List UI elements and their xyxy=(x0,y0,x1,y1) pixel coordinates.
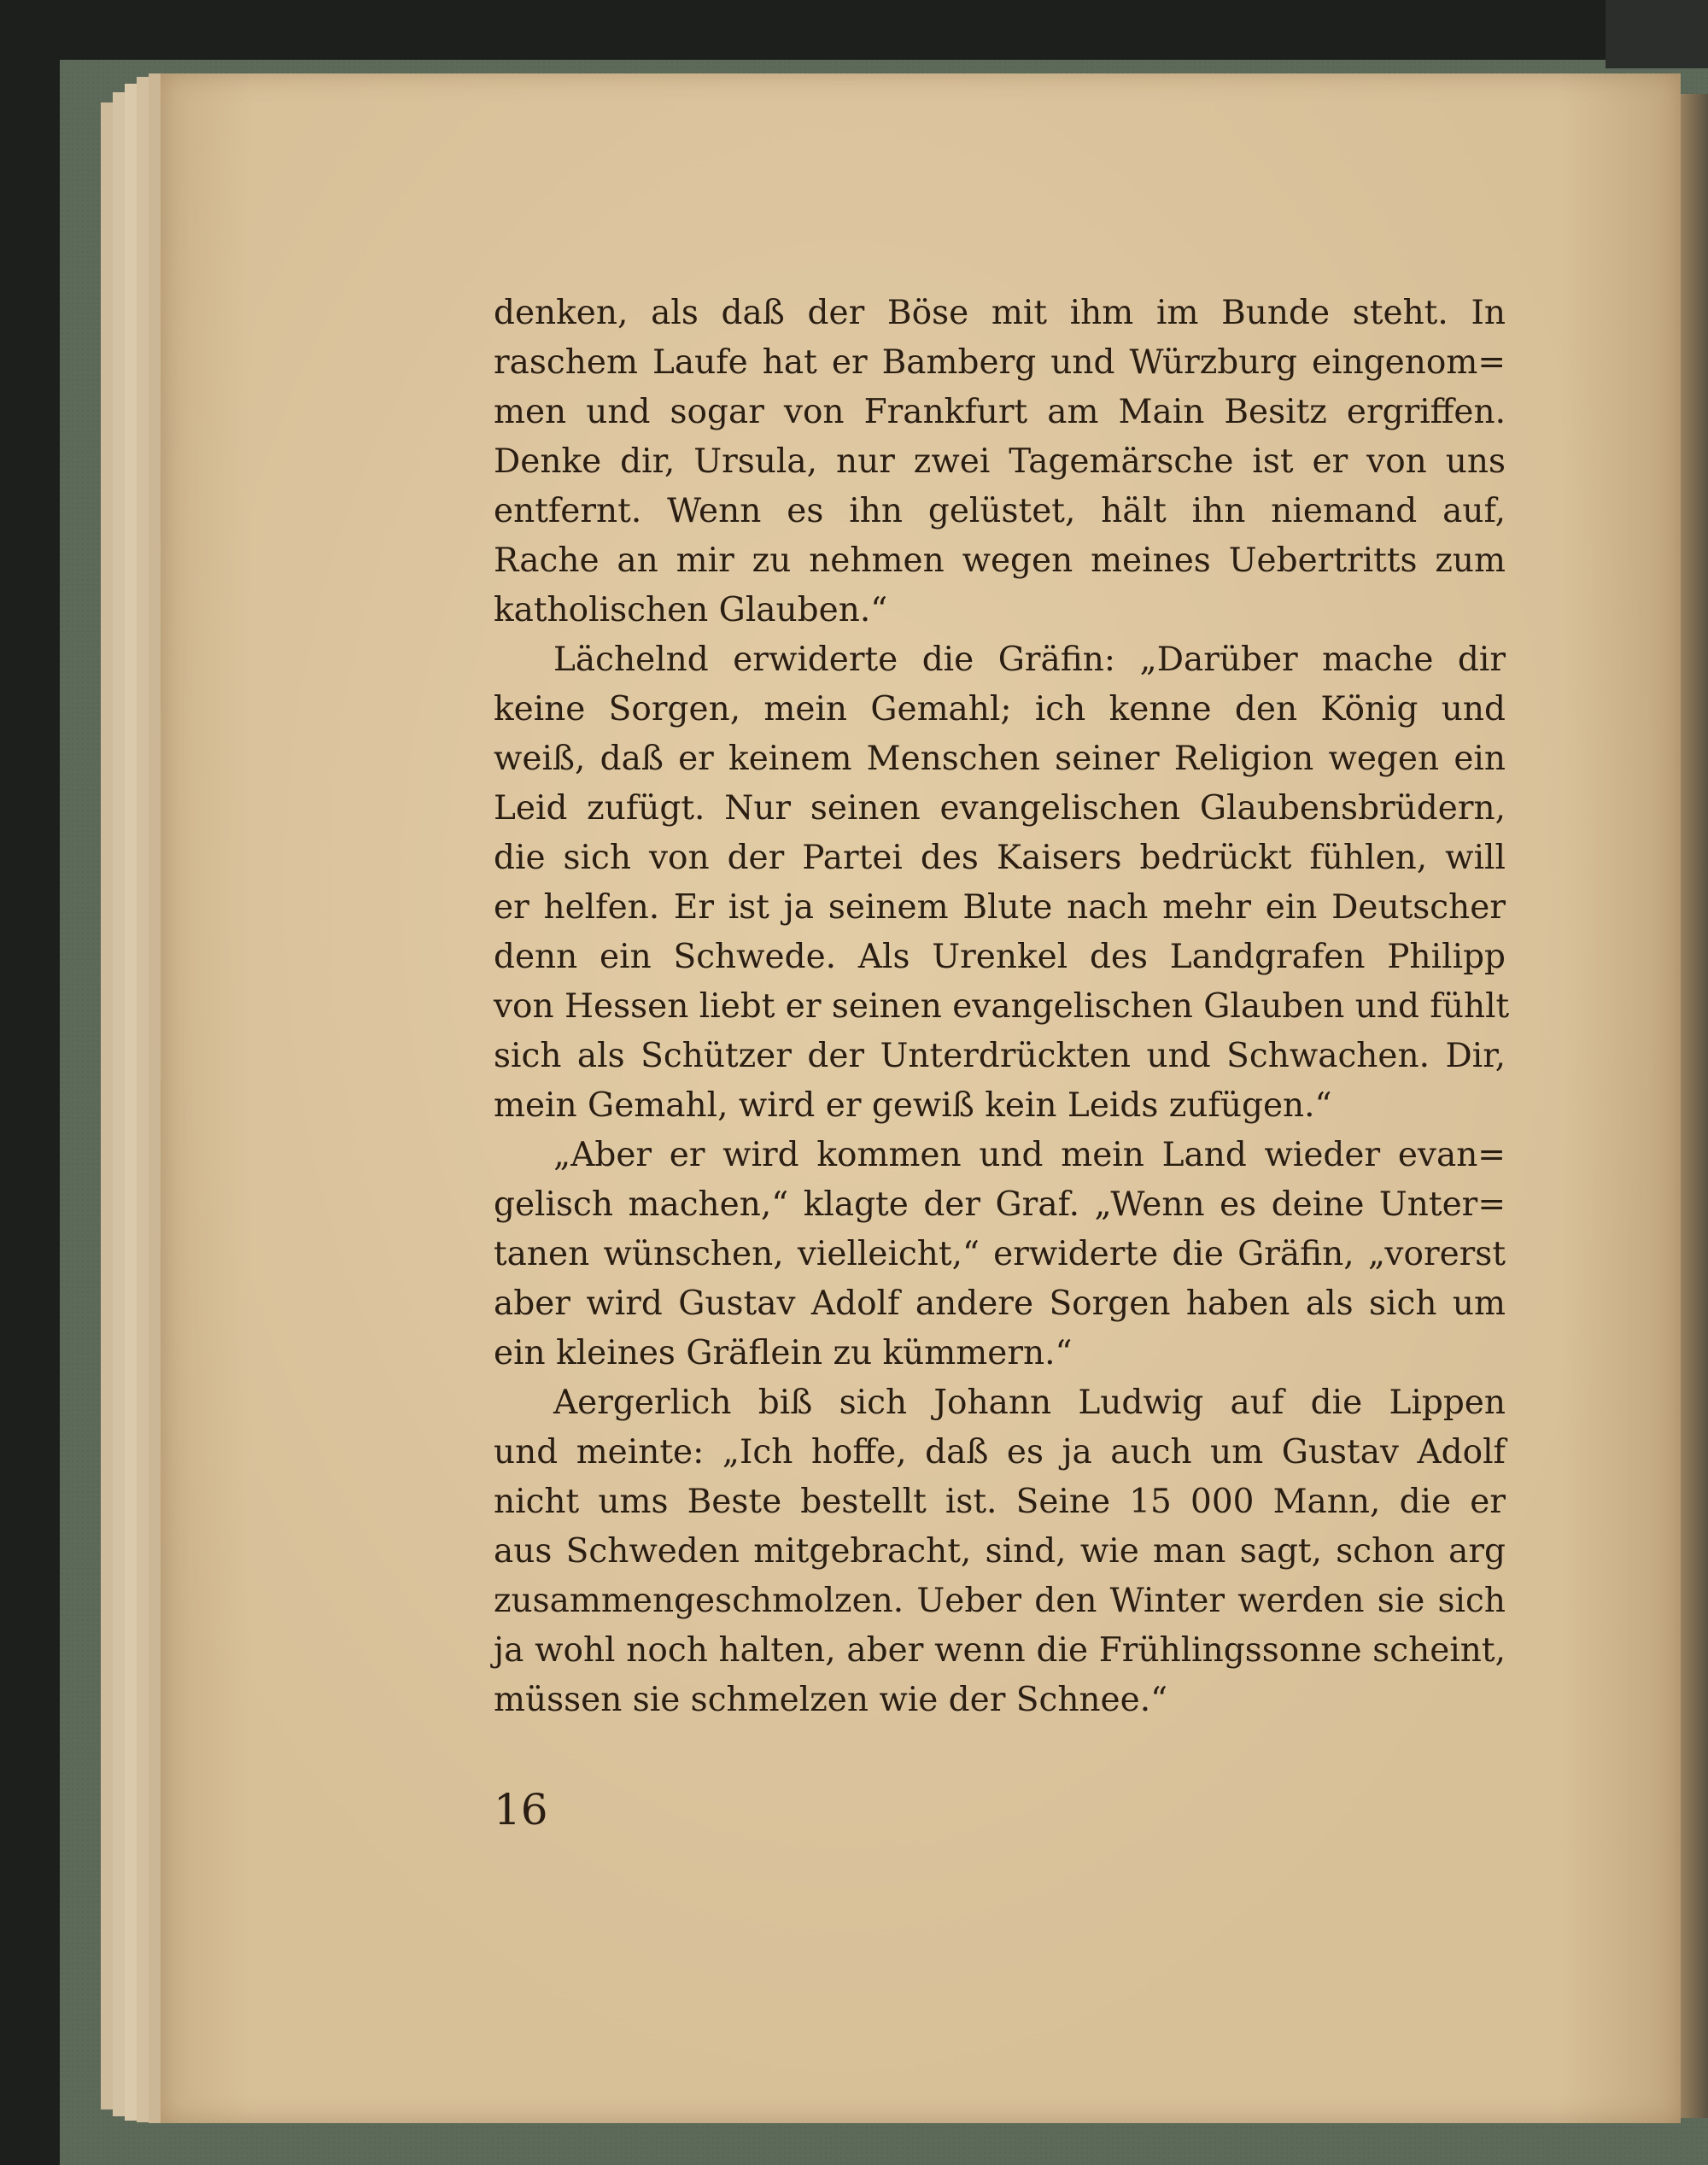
text-line: aus Schweden mitgebracht, sind, wie man sagt, schon arg xyxy=(494,1532,1506,1571)
text-line: denn ein Schwede. Als Urenkel des Landgrafen Philipp xyxy=(494,938,1506,976)
text-line: ein kleines Gräflein zu kümmern.“ xyxy=(494,1334,1073,1372)
text-line: keine Sorgen, mein Gemahl; ich kenne den König und xyxy=(494,690,1506,728)
text-line: tanen wünschen, vielleicht,“ erwiderte die Gräfin, „vorerst xyxy=(494,1235,1506,1273)
body-text xyxy=(494,289,1510,1725)
text-line: müssen sie schmelzen wie der Schnee.“ xyxy=(494,1681,1168,1719)
paragraph-4 xyxy=(494,1378,1506,1725)
text-line: mein Gemahl, wird er gewiß kein Leids zufügen.“ xyxy=(494,1086,1332,1125)
text-line: denken, als daß der Böse mit ihm im Bunde steht. In xyxy=(494,294,1506,332)
text-line: gelisch machen,“ klagte der Graf. „Wenn es deine Unter= xyxy=(494,1185,1506,1224)
text-line: die sich von der Partei des Kaisers bedrückt fühlen, will xyxy=(494,839,1506,877)
text-line: sich als Schützer der Unterdrückten und Schwachen. Dir, xyxy=(494,1037,1506,1075)
paragraph-3 xyxy=(494,1131,1506,1378)
text-line: „Aber er wird kommen und mein Land wieder evan= xyxy=(553,1136,1506,1174)
text-line: Rache an mir zu nehmen wegen meines Uebertritts zum xyxy=(494,541,1506,580)
text-line: aber wird Gustav Adolf andere Sorgen haben als sich um xyxy=(494,1284,1506,1323)
text-line: nicht ums Beste bestellt ist. Seine 15 000 Mann, die er xyxy=(494,1483,1506,1521)
text-line: Leid zufügt. Nur seinen evangelischen Glaubensbrüdern, xyxy=(494,789,1506,828)
text-line: Aergerlich biß sich Johann Ludwig auf die Lippen xyxy=(553,1384,1506,1422)
text-line: raschem Laufe hat er Bamberg und Würzburg eingenom= xyxy=(494,343,1506,382)
text-line: zusammengeschmolzen. Ueber den Winter werden sie sich xyxy=(494,1582,1506,1620)
text-line: weiß, daß er keinem Menschen seiner Religion wegen ein xyxy=(494,740,1506,778)
text-line: und meinte: „Ich hoffe, daß es ja auch um Gustav Adolf xyxy=(494,1433,1506,1472)
text-line: von Hessen liebt er seinen evangelischen Glauben und fühlt xyxy=(494,987,1510,1026)
text-line: men und sogar von Frankfurt am Main Besitz ergriffen. xyxy=(494,393,1506,431)
paragraph-1 xyxy=(494,289,1506,635)
text-line: ja wohl noch halten, aber wenn die Frühlingssonne scheint, xyxy=(494,1631,1506,1670)
background-corner xyxy=(1606,0,1708,68)
text-line: entfernt. Wenn es ihn gelüstet, hält ihn niemand auf, xyxy=(494,492,1506,530)
text-line: katholischen Glauben.“ xyxy=(494,591,888,629)
text-line: Lächelnd erwiderte die Gräfin: „Darüber mache dir xyxy=(553,641,1506,679)
text-line: er helfen. Er ist ja seinem Blute nach mehr ein Deutscher xyxy=(494,888,1506,927)
page-number: 16 xyxy=(494,1785,548,1834)
paragraph-2 xyxy=(494,635,1510,1131)
text-line: Denke dir, Ursula, nur zwei Tagemärsche ist er von uns xyxy=(494,442,1506,481)
